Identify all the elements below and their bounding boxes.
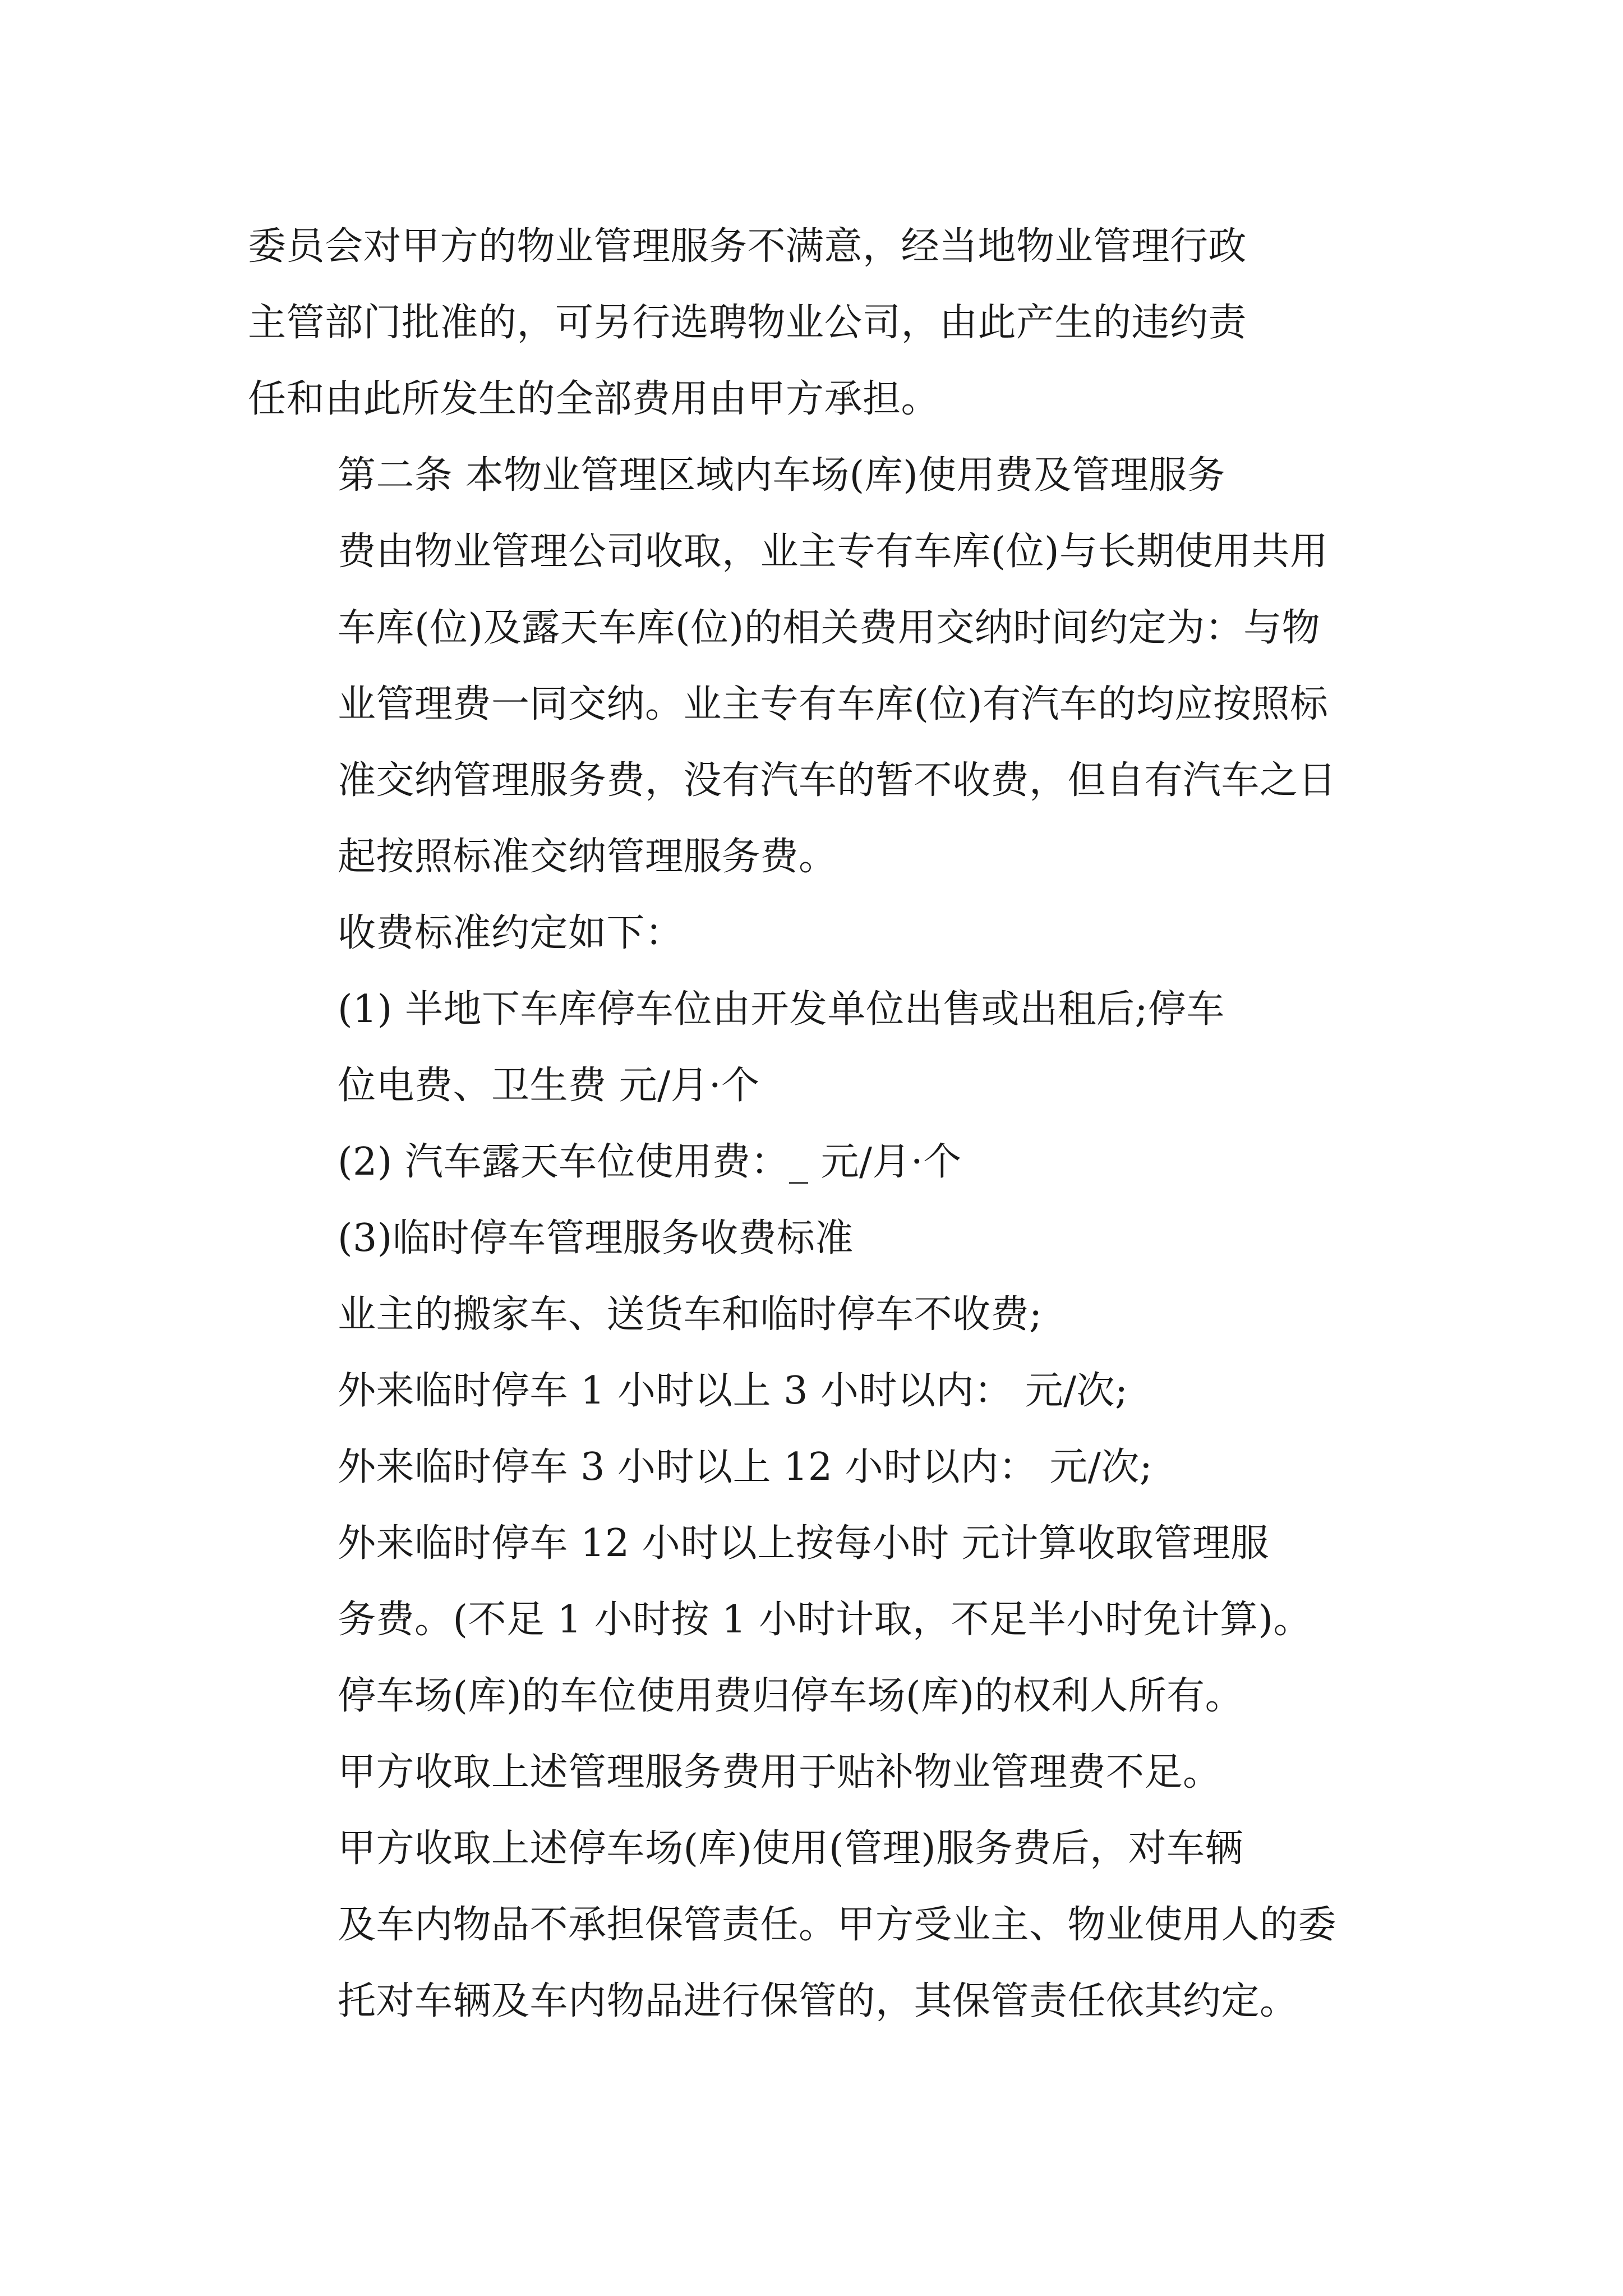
paragraph [248, 895, 1386, 972]
paragraph [248, 1124, 1386, 1200]
text-line: 委员会对甲方的物业管理服务不满意，经当地物业管理行政 [248, 224, 1247, 269]
text-line: 及车内物品不承担保管责任。甲方受业主、物业使用人的委 [338, 1903, 1337, 1947]
paragraph [248, 1200, 1386, 1277]
text-line: 业主的搬家车、送货车和临时停车不收费; [338, 1292, 1043, 1337]
text-line: 任和由此所发生的全部费用由甲方承担。 [248, 377, 940, 421]
text-line: 收费标准约定如下： [338, 911, 684, 955]
paragraph [248, 1734, 1386, 1811]
text-line: 外来临时停车 3 小时以上 12 小时以内： 元/次; [338, 1445, 1153, 1489]
paragraph [248, 1658, 1386, 1734]
text-line: 第二条 本物业管理区域内车场(库)使用费及管理服务 [338, 453, 1226, 498]
text-line: 甲方收取上述管理服务费用于贴补物业管理费不足。 [338, 1750, 1221, 1795]
text-line: 起按照标准交纳管理服务费。 [338, 835, 837, 879]
text-line: 位电费、卫生费 元/月·个 [338, 1064, 760, 1108]
paragraph [248, 209, 1386, 438]
paragraph [248, 1506, 1386, 1658]
text-line: 车库(位)及露天车库(位)的相关费用交纳时间约定为：与物 [338, 606, 1321, 650]
text-line: (3)临时停车管理服务收费标准 [338, 1216, 854, 1260]
text-line: (2) 汽车露天车位使用费：_ 元/月·个 [338, 1140, 962, 1184]
text-line: 外来临时停车 12 小时以上按每小时 元计算收取管理服 [338, 1521, 1269, 1566]
text-line: 主管部门批准的，可另行选聘物业公司，由此产生的违约责 [248, 301, 1247, 345]
text-line: 准交纳管理服务费，没有汽车的暂不收费，但自有汽车之日 [338, 758, 1337, 803]
paragraph [248, 438, 1386, 895]
paragraph [248, 1277, 1386, 1353]
paragraph [248, 1353, 1386, 1429]
paragraph [248, 1811, 1386, 2040]
text-line: 停车场(库)的车位使用费归停车场(库)的权利人所有。 [338, 1674, 1244, 1718]
text-line: 务费。(不足 1 小时按 1 小时计取，不足半小时免计算)。 [338, 1598, 1312, 1642]
text-line: 费由物业管理公司收取，业主专有车库(位)与长期使用共用 [338, 530, 1329, 574]
text-line: 甲方收取上述停车场(库)使用(管理)服务费后，对车辆 [338, 1826, 1244, 1871]
text-line: 外来临时停车 1 小时以上 3 小时以内： 元/次; [338, 1369, 1128, 1413]
text-line: 业管理费一同交纳。业主专有车库(位)有汽车的均应按照标 [338, 682, 1329, 726]
paragraph [248, 1429, 1386, 1506]
paragraph [248, 972, 1386, 1124]
document-body [248, 209, 1386, 2040]
text-line: 托对车辆及车内物品进行保管的，其保管责任依其约定。 [338, 1979, 1298, 2023]
text-line: (1) 半地下车库停车位由开发单位出售或出租后;停车 [338, 987, 1225, 1032]
